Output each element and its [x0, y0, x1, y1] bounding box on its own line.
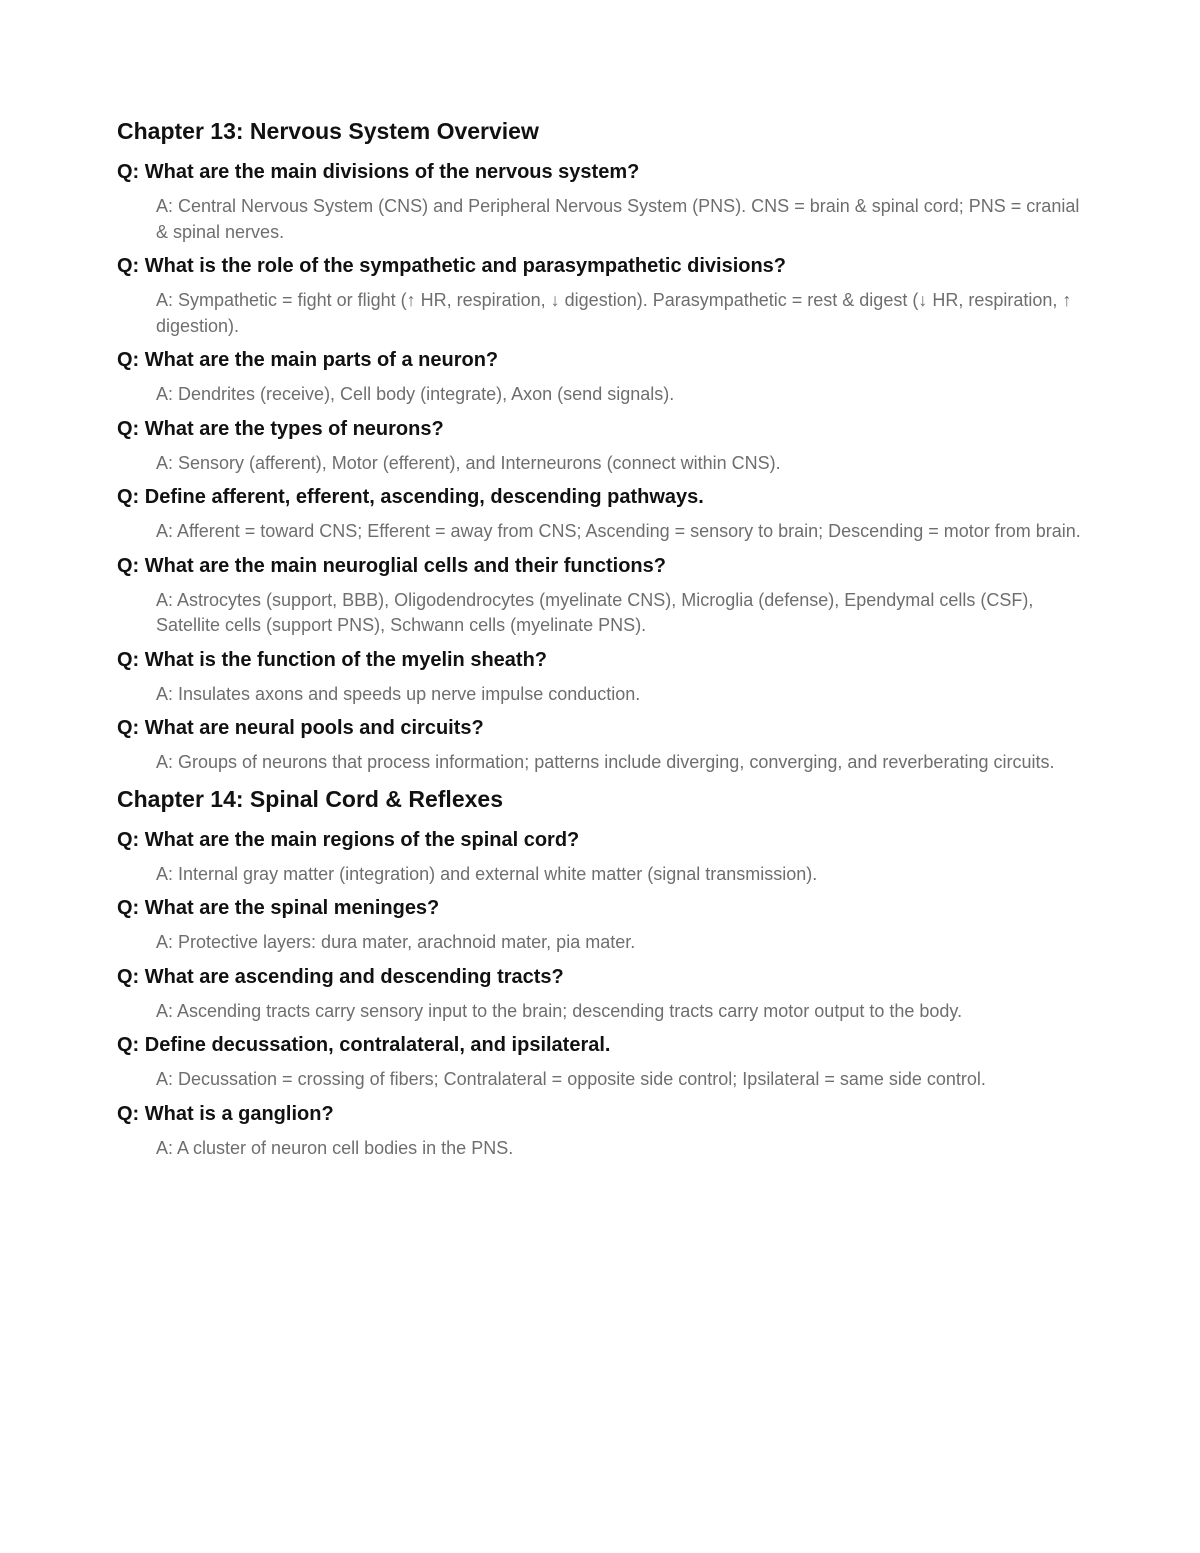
question-text: Q: What are neural pools and circuits? — [117, 717, 484, 739]
question-text: Q: What are ascending and descending tracts? — [117, 965, 564, 988]
question-text: Q: What are the main neuroglial cells and their functions? — [117, 554, 666, 577]
answer-text: A: Internal gray matter (integration) and external white matter (signal transmission). — [156, 863, 818, 884]
question-text: Q: What are the main parts of a neuron? — [117, 349, 499, 371]
qa-item — [117, 964, 1092, 1025]
chapter-title: Chapter 13: Nervous System Overview — [117, 118, 539, 144]
question-text: Q: What are the main regions of the spinal cord? — [117, 828, 580, 851]
chapter-14-section — [117, 784, 1092, 1162]
question-text: Q: What is the role of the sympathetic and parasympathetic divisions? — [117, 255, 787, 277]
question-text: Q: What is the function of the myelin sheath? — [117, 648, 548, 671]
question-text: Q: Define afferent, efferent, ascending, descending pathways. — [117, 486, 704, 508]
answer-text: A: Protective layers: dura mater, arachnoid mater, pia mater. — [156, 932, 636, 952]
qa-item — [117, 895, 1092, 956]
answer-text: A: Sympathetic = fight or flight (↑ HR, respiration, ↓ digestion). Parasympathetic = rest & digest (↓ HR, respiration, ↑ digestion). — [156, 290, 1072, 336]
qa-item — [117, 416, 1092, 477]
answer-text: A: Dendrites (receive), Cell body (integrate), Axon (send signals). — [156, 384, 675, 404]
answer-text: A: Afferent = toward CNS; Efferent = away from CNS; Ascending = sensory to brain; Descending = motor from brain. — [156, 521, 1081, 541]
qa-item — [117, 159, 1092, 245]
qa-item — [117, 647, 1092, 708]
document-page — [117, 116, 1092, 1169]
question-text: Q: What are the spinal meninges? — [117, 897, 440, 919]
qa-item — [117, 484, 1092, 545]
qa-item — [117, 253, 1092, 339]
qa-item — [117, 1032, 1092, 1093]
answer-text: A: Groups of neurons that process information; patterns include diverging, converging, and reverberating circuits. — [156, 752, 1055, 772]
chapter-13-section — [117, 116, 1092, 776]
qa-item — [117, 715, 1092, 776]
question-text: Q: What are the types of neurons? — [117, 417, 444, 440]
answer-text: A: Decussation = crossing of fibers; Contralateral = opposite side control; Ipsilateral = same side control. — [156, 1069, 986, 1089]
answer-text: A: Insulates axons and speeds up nerve impulse conduction. — [156, 683, 641, 704]
chapter-title: Chapter 14: Spinal Cord & Reflexes — [117, 785, 503, 812]
qa-item — [117, 827, 1092, 888]
qa-item — [117, 347, 1092, 408]
answer-text: A: Ascending tracts carry sensory input to the brain; descending tracts carry motor output to the body. — [156, 1000, 963, 1021]
answer-text: A: Central Nervous System (CNS) and Peripheral Nervous System (PNS). CNS = brain & spinal cord; PNS = cranial & spinal nerves. — [156, 196, 1080, 242]
question-text: Q: Define decussation, contralateral, and ipsilateral. — [117, 1034, 611, 1056]
qa-item — [117, 1101, 1092, 1162]
answer-text: A: Sensory (afferent), Motor (efferent), and Interneurons (connect within CNS). — [156, 452, 781, 473]
answer-text: A: Astrocytes (support, BBB), Oligodendrocytes (myelinate CNS), Microglia (defense), Ependymal cells (CSF), Satellite cells (support PNS), Schwann cells (myelinate PNS). — [156, 589, 1034, 635]
answer-text: A: A cluster of neuron cell bodies in the PNS. — [156, 1137, 514, 1158]
question-text: Q: What are the main divisions of the nervous system? — [117, 161, 640, 183]
question-text: Q: What is a ganglion? — [117, 1102, 334, 1125]
qa-item — [117, 553, 1092, 639]
